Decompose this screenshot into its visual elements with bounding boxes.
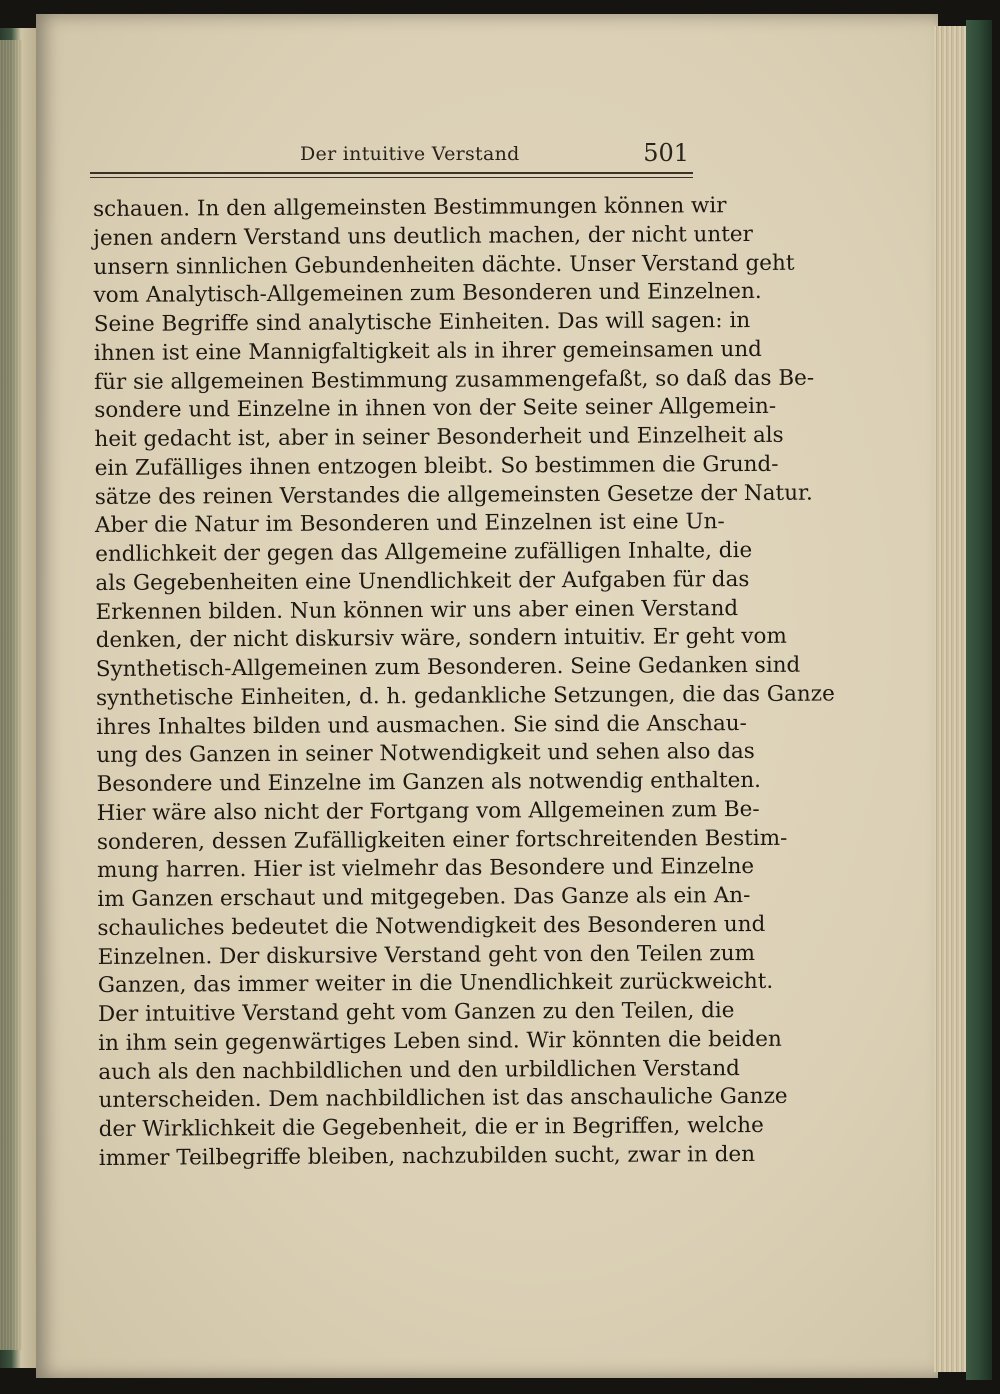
text-line: für sie allgemeinen Bestimmung zusammengefaßt, so daß das Be- xyxy=(94,365,815,395)
text-line: Synthetisch-Allgemeinen zum Besonderen. Seine Gedanken sind xyxy=(95,652,801,682)
header-rule-thin xyxy=(90,177,693,178)
text-line: als Gegebenheiten eine Unendlichkeit der Aufgaben für das xyxy=(95,566,750,596)
text-line: jenen andern Verstand uns deutlich machen, der nicht unter xyxy=(93,221,753,251)
text-line: sondere und Einzelne in ihnen von der Seite seiner Allgemein- xyxy=(94,394,777,424)
text-line: sonderen, dessen Zufälligkeiten einer fortschreitenden Bestim- xyxy=(96,825,788,855)
text-line: der Wirklichkeit die Gegebenheit, die er in Begriffen, welche xyxy=(98,1112,764,1142)
text-line: im Ganzen erschaut und mitgegeben. Das Ganze als ein An- xyxy=(97,882,751,912)
page-number: 501 xyxy=(643,139,689,167)
text-line: ung des Ganzen in seiner Notwendigkeit und sehen also das xyxy=(96,739,755,769)
text-line: ihnen ist eine Mannigfaltigkeit als in ihrer gemeinsamen und xyxy=(93,336,762,366)
text-line: ihres Inhaltes bilden und ausmachen. Sie sind die Anschau- xyxy=(96,710,747,740)
text-line: heit gedacht ist, aber in seiner Besonderheit und Einzelheit als xyxy=(94,422,784,452)
header-rule xyxy=(90,172,693,174)
text-line: Aber die Natur im Besonderen und Einzelnen ist eine Un- xyxy=(94,509,725,539)
text-line: Seine Begriffe sind analytische Einheiten. Das will sagen: in xyxy=(93,307,751,337)
text-line: mung harren. Hier ist vielmehr das Besondere und Einzelne xyxy=(97,854,755,884)
text-line: sätze des reinen Verstandes die allgemeinsten Gesetze der Natur. xyxy=(94,480,813,510)
facing-page-fore-edge xyxy=(0,40,22,1350)
text-line: Ganzen, das immer weiter in die Unendlichkeit zurückweicht. xyxy=(97,969,774,999)
text-line: vom Analytisch-Allgemeinen zum Besonderen und Einzelnen. xyxy=(93,279,762,309)
text-line: denken, der nicht diskursiv wäre, sondern intuitiv. Er geht vom xyxy=(95,624,787,654)
text-line: Erkennen bilden. Nun können wir uns aber einen Verstand xyxy=(95,595,739,625)
text-line: schauen. In den allgemeinsten Bestimmungen können wir xyxy=(93,193,727,222)
text-line: ein Zufälliges ihnen entzogen bleibt. So bestimmen die Grund- xyxy=(94,451,779,481)
text-line: Hier wäre also nicht der Fortgang vom Allgemeinen zum Be- xyxy=(96,796,760,826)
text-line: endlichkeit der gegen das Allgemeine zufälligen Inhalte, die xyxy=(95,537,753,567)
text-line: Einzelnen. Der diskursive Verstand geht von den Teilen zum xyxy=(97,940,756,970)
text-line: immer Teilbegriffe bleiben, nachzubilden sucht, zwar in den xyxy=(98,1141,756,1171)
running-title: Der intuitive Verstand xyxy=(300,143,520,165)
text-line: unterscheiden. Dem nachbildlichen ist das anschauliche Ganze xyxy=(98,1084,788,1114)
text-line: synthetische Einheiten, d. h. gedankliche Setzungen, die das Ganze xyxy=(95,681,835,711)
body-text xyxy=(93,192,835,1173)
text-line: schauliches bedeutet die Notwendigkeit des Besonderen und xyxy=(97,911,766,941)
text-line: Besondere und Einzelne im Ganzen als notwendig enthalten. xyxy=(96,767,762,797)
text-line: auch als den nachbildlichen und den urbildlichen Verstand xyxy=(98,1055,740,1085)
text-line: unsern sinnlichen Gebundenheiten dächte. Unser Verstand geht xyxy=(93,250,795,280)
page-header xyxy=(90,139,695,173)
text-line: Der intuitive Verstand geht vom Ganzen zu den Teilen, die xyxy=(97,998,735,1027)
text-line: in ihm sein gegenwärtiges Leben sind. Wir könnten die beiden xyxy=(98,1026,782,1056)
book-cover-edge xyxy=(966,20,992,1380)
